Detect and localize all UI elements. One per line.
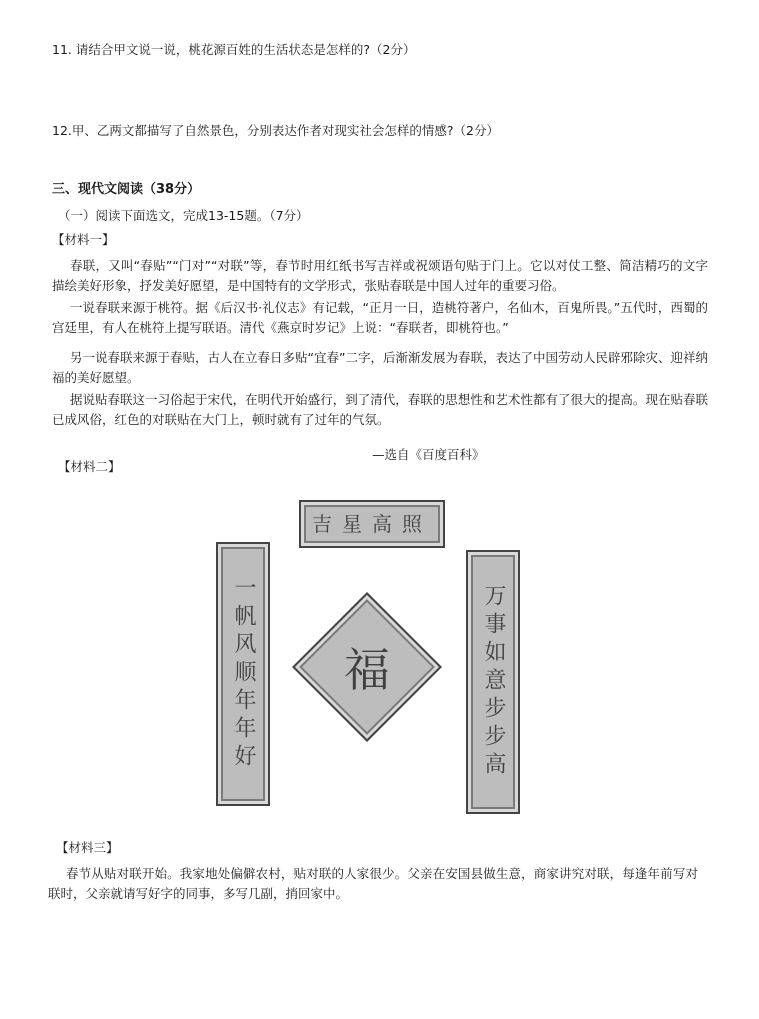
left-couplet bbox=[216, 542, 270, 806]
material-1-label: 【材料一】 bbox=[52, 232, 115, 247]
material-2-label: 【材料二】 bbox=[58, 459, 121, 474]
left-couplet-text: 一帆风顺年年好 bbox=[231, 576, 256, 772]
section-title: 三、现代文阅读（38分） bbox=[52, 182, 201, 197]
material-1-paragraph-3: 另一说春联来源于春贴，古人在立春日多贴“宜春”二字，后渐渐发展为春联，表达了中国劳动人民辟邪除灾、迎祥纳福的美好愿望。 bbox=[52, 350, 708, 385]
horizontal-banner-text: 吉星高照 bbox=[312, 512, 432, 536]
right-couplet bbox=[466, 550, 520, 814]
material-1-paragraph-4: 据说贴春联这一习俗起于宋代，在明代开始盛行，到了清代，春联的思想性和艺术性都有了很大的提高。现在贴春联已成风俗，红色的对联贴在大门上，顿时就有了过年的气氛。 bbox=[52, 392, 708, 427]
material-1-paragraph-1: 春联，又叫“春贴”“门对”“对联”等，春节时用红纸书写吉祥或祝颂语句贴于门上。它以对仗工整、简洁精巧的文字描绘美好形象，抒发美好愿望，是中国特有的文学形式，张贴春联是中国人过年的重要习俗。 bbox=[52, 258, 708, 293]
horizontal-banner bbox=[299, 500, 445, 548]
section-instruction: （一）阅读下面选文，完成13-15题。（7分） bbox=[58, 208, 309, 223]
material-3-paragraph-1: 春节从贴对联开始。我家地处偏僻农村，贴对联的人家很少。父亲在安国县做生意，商家讲究对联，每逢年前写对联时，父亲就请写好字的同事，多写几副，捎回家中。 bbox=[48, 866, 698, 901]
question-11: 11. 请结合甲文说一说，桃花源百姓的生活状态是怎样的?（2分） bbox=[52, 42, 416, 57]
right-couplet-text: 万事如意步步高 bbox=[481, 584, 506, 780]
material-3-label: 【材料三】 bbox=[56, 840, 119, 855]
material-1-paragraph-2: 一说春联来源于桃符。据《后汉书·礼仪志》有记载，“正月一日，造桃符著户，名仙木，百鬼所畏。”五代时，西蜀的宫廷里，有人在桃符上提写联语。清代《燕京时岁记》上说：“春联者，即桃符也。” bbox=[52, 300, 708, 335]
fu-character: 福 bbox=[344, 643, 390, 697]
material-1-source: —选自《百度百科》 bbox=[372, 447, 485, 462]
question-12: 12.甲、乙两文都描写了自然景色，分别表达作者对现实社会怎样的情感?（2分） bbox=[52, 123, 499, 138]
